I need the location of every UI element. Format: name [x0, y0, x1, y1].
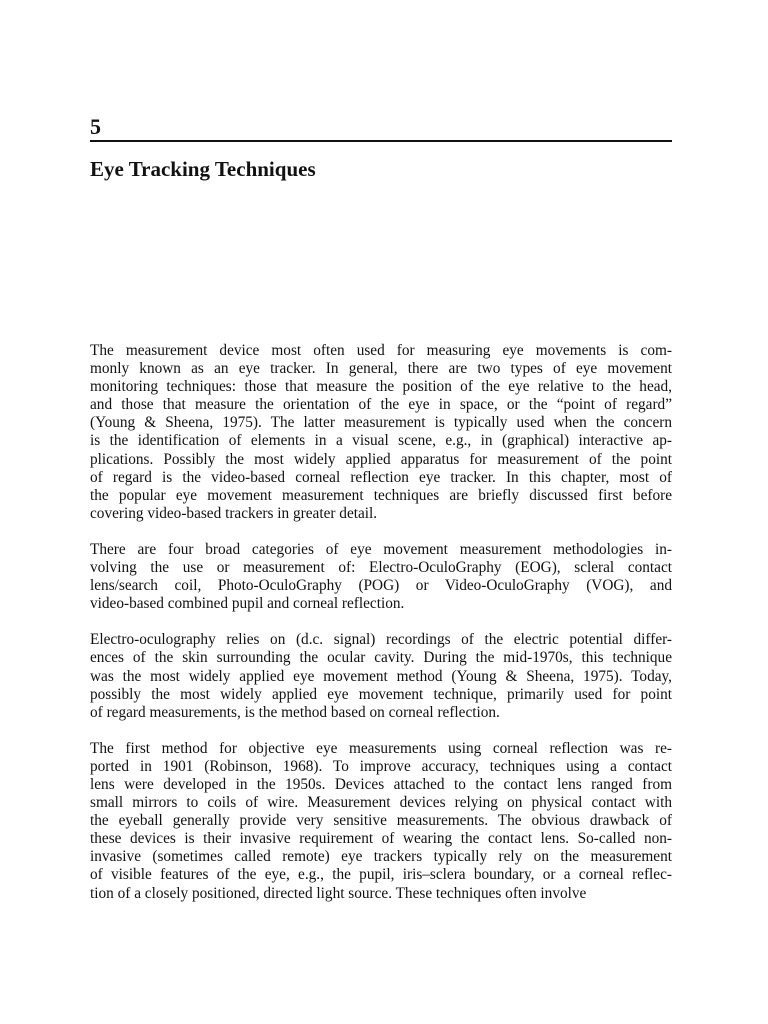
- text-line: There are four broad categories of eye movement measurement methodologies in-: [90, 540, 672, 558]
- text-line: volving the use or measurement of: Electro-OculoGraphy (EOG), scleral contact: [90, 559, 672, 577]
- text-line: (Young & Sheena, 1975). The latter measurement is typically used when the concern: [90, 414, 672, 432]
- text-line: of regard is the video-based corneal reflection eye tracker. In this chapter, most of: [90, 468, 672, 486]
- body-text: [90, 342, 672, 921]
- text-line: was the most widely applied eye movement method (Young & Sheena, 1975). Today,: [90, 667, 672, 685]
- text-line: invasive (sometimes called remote) eye trackers typically rely on the measurement: [90, 848, 672, 866]
- text-line: covering video-based trackers in greater detail.: [90, 504, 378, 522]
- chapter-number: 5: [90, 114, 101, 139]
- text-line: lens were developed in the 1950s. Devices attached to the contact lens ranged from: [90, 775, 672, 793]
- chapter-rule: [90, 140, 672, 142]
- paragraph: [90, 631, 672, 721]
- text-line: monitoring techniques: those that measure the position of the eye relative to the head,: [90, 378, 672, 396]
- chapter-title: Eye Tracking Techniques: [90, 157, 316, 181]
- text-line: small mirrors to coils of wire. Measurement devices relying on physical contact with: [90, 794, 672, 812]
- text-line: video-based combined pupil and corneal reflection.: [90, 595, 405, 613]
- text-line: Electro-oculography relies on (d.c. signal) recordings of the electric potential differ-: [90, 631, 672, 649]
- text-line: the eyeball generally provide very sensitive measurements. The obvious drawback of: [90, 812, 672, 830]
- text-line: tion of a closely positioned, directed light source. These techniques often involve: [90, 884, 587, 902]
- text-line: plications. Possibly the most widely applied apparatus for measurement of the point: [90, 450, 672, 468]
- text-line: lens/search coil, Photo-OculoGraphy (POG) or Video-OculoGraphy (VOG), and: [90, 577, 672, 595]
- text-line: and those that measure the orientation of the eye in space, or the “point of regard”: [90, 396, 672, 414]
- text-line: is the identification of elements in a visual scene, e.g., in (graphical) interactive ap-: [90, 432, 672, 450]
- text-line: the popular eye movement measurement techniques are briefly discussed first before: [90, 486, 672, 504]
- paragraph: [90, 740, 672, 903]
- book-page: [90, 0, 672, 1024]
- text-line: monly known as an eye tracker. In general, there are two types of eye movement: [90, 360, 672, 378]
- paragraph: [90, 342, 672, 523]
- text-line: The first method for objective eye measurements using corneal reflection was re-: [90, 739, 672, 757]
- text-line: of regard measurements, is the method based on corneal reflection.: [90, 703, 500, 721]
- text-line: of visible features of the eye, e.g., the pupil, iris–sclera boundary, or a corneal reflec-: [90, 866, 672, 884]
- text-line: The measurement device most often used for measuring eye movements is com-: [90, 342, 672, 359]
- paragraph: [90, 541, 672, 613]
- text-line: ences of the skin surrounding the ocular cavity. During the mid-1970s, this technique: [90, 649, 672, 667]
- text-line: ported in 1901 (Robinson, 1968). To improve accuracy, techniques using a contact: [90, 757, 672, 775]
- text-line: possibly the most widely applied eye movement technique, primarily used for point: [90, 685, 672, 703]
- text-line: these devices is their invasive requirement of wearing the contact lens. So-called non-: [90, 830, 672, 848]
